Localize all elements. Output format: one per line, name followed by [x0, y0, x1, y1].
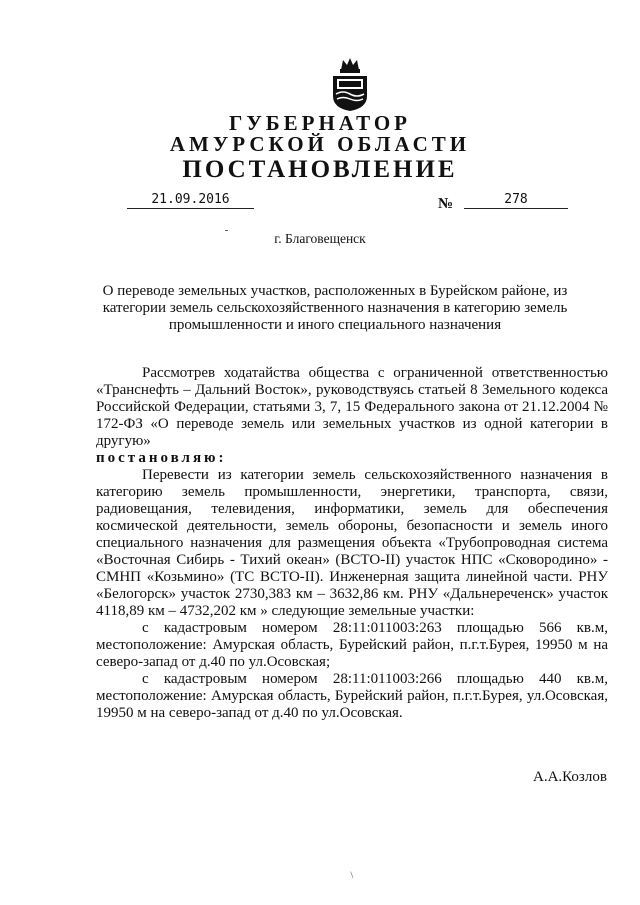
parcel-item-2: с кадастровым номером 28:11:011003:266 площадью 440 кв.м, местоположение: Амурская область, Бурейский район, п.г.т.Бурея, ул.Осовская, 19950 м на северо-запад от д.40 по ул.Осовская.	[96, 671, 608, 721]
document-body	[96, 365, 608, 722]
coat-of-arms-emblem	[329, 56, 371, 112]
region-heading: АМУРСКОЙ ОБЛАСТИ	[169, 132, 471, 156]
governor-heading: ГУБЕРНАТОР	[228, 111, 412, 135]
city-name: г. Благовещенск	[274, 231, 366, 246]
document-date: 21.09.2016	[127, 192, 254, 209]
number-label: №	[438, 196, 454, 212]
preamble-paragraph: Рассмотрев ходатайства общества с ограниченной ответственностью «Транснефть – Дальний Восток», руководствуясь статьей 8 Земельного кодекса Российской Федерации, статьями 3, 7, 15 Федерального закона от 21.12.2004 № 172-ФЗ «О переводе земель или земельных участков из одной категории в другую»	[96, 365, 608, 449]
parcel-item-1: с кадастровым номером 28:11:011003:263 площадью 566 кв.м, местоположение: Амурская область, Бурейский район, п.г.т.Бурея, 19950 м на северо-запад от д.40 по ул.Осовская;	[96, 620, 608, 670]
main-paragraph: Перевести из категории земель сельскохозяйственного назначения в категорию земель промышленности, энергетики, транспорта, связи, радиовещания, телевидения, информатики, земель для обеспечения космической деятельности, земель обороны, безопасности и земель иного специального назначения для размещения объекта «Трубопроводная система «Восточная Сибирь - Тихий океан» (ВСТО-II) участок НПС «Сковородино» - СМНП «Козьмино» (ТС ВСТО-II). Инженерная защита линейной части. РНУ «Белогорск» участок 2730,383 км – 3632,86 км. РНУ «Дальнереченск» участок 4118,89 км – 4732,202 км » следующие земельные участки:	[96, 467, 608, 619]
document-number: 278	[464, 192, 568, 209]
handwritten-tick: /	[347, 870, 357, 881]
signatory-name: А.А.Козлов	[533, 769, 607, 785]
document-subject: О переводе земельных участков, расположенных в Бурейском районе, из категории земель сельскохозяйственного назначения в категорию земель промышленности и иного специального назначения	[102, 283, 568, 333]
decree-word: постановляю:	[96, 450, 227, 466]
document-type-heading: ПОСТАНОВЛЕНИЕ	[182, 156, 458, 183]
